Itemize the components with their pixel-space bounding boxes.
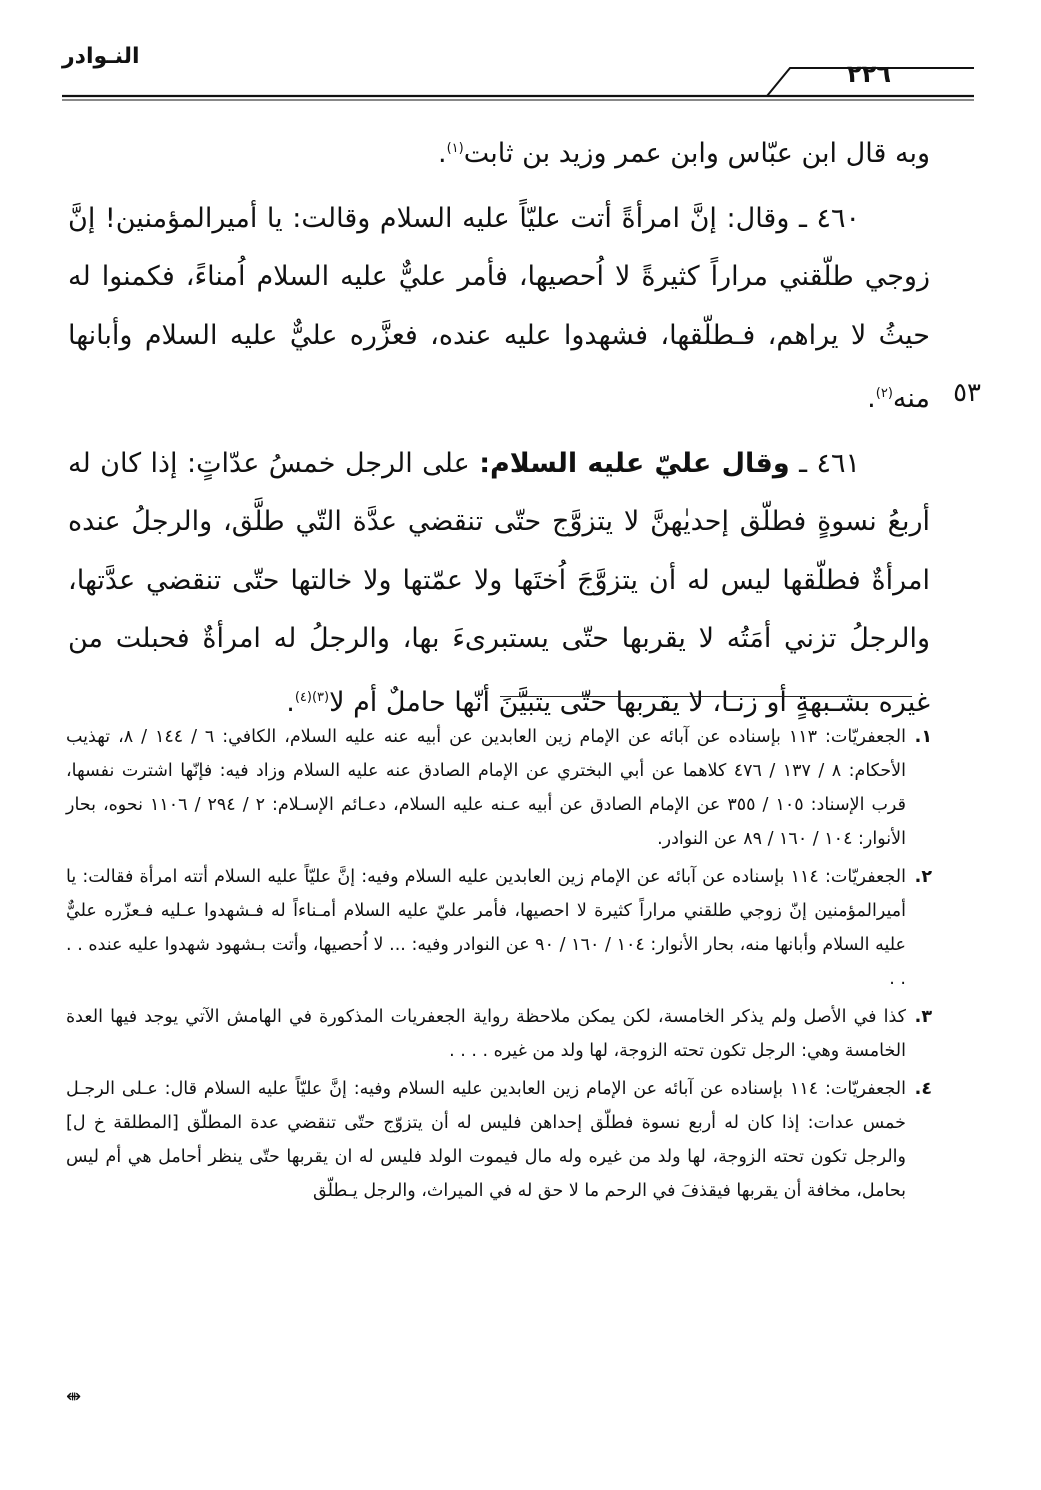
hadith-460: ٤٦٠ ـ وقال: إنَّ امرأةً أتت عليّاً عليه السلام وقالت: يا أميرالمؤمنين! إنَّ زوجي طلّقني مراراً كثيرةً لا اُحصيها، فأمر عليٌّ عليه السلام اُمناءً، فكمنوا له حيثُ لا يراهم، فـطلّقها، فشهدوا عليه عنده، فعزَّره عليٌّ عليه السلام وأبانها منه$^{(٢)}$. xyxy=(68,202,930,414)
footnote-item xyxy=(66,720,932,856)
main-text xyxy=(68,120,930,732)
intro-text: وبه قال ابن عبّاس وابن عمر وزيد بن ثابت xyxy=(463,138,930,169)
hadith-text: وقال: إنَّ امرأةً أتت عليّاً عليه السلام وقالت: يا أميرالمؤمنين! إنَّ زوجي طلّقني مراراً كثيرةً لا اُحصيها، فأمر عليٌّ عليه السلام اُمناءً، فكمنوا له حيثُ لا يراهم، فـطلّقها، فشهدوا عليه عنده، فعزَّره عليٌّ عليه السلام وأبانها منه xyxy=(68,202,930,414)
footnote-ref: (٣)(٤) xyxy=(294,689,330,705)
footnote-number: ١. xyxy=(914,727,932,747)
footnote-text: الجعفريّات: ١١٣ بإسناده عن آبائه عن الإمام زين العابدين عن أبيه عنه عليه السلام، الكافي: ٦ / ١٤٤ / ٨، تهذيب الأحكام: ٨ / ١٣٧ / ٤٧٦ كلاهما عن أبي البختري عن الإمام الصادق عنه عليه السلام وزاد فيه: فإنّها اشترت نفسها، قرب الإسناد: ١٠٥ / ٣٥٥ عن الإمام الصادق عن أبيه عـنه عليه السلام، دعـائم الإسـلام: ٢ / ٢٩٤ / ١١٠٦ نحوه، بحار الأنوار: ١٠٤ / ١٦٠ / ٨٩ عن النوادر. xyxy=(66,727,906,849)
footnote-separator xyxy=(500,696,912,697)
page-number: ٢٢٦ xyxy=(847,60,891,88)
hadith-number: ٤٦١ ـ xyxy=(799,447,860,479)
continuation-mark: ⇼ xyxy=(66,1386,82,1407)
margin-number: ٥٣ xyxy=(953,378,981,408)
hadith-461: ٤٦١ ـ وقال عليّ عليه السلام: على الرجل خمسُ عدّاتٍ: إذا كان له أربعُ نسوةٍ فطلّق إحديٰهنَّ لا يتزوَّج حتّى تنقضي عدَّة التّي طلَّق، والرجلُ عنده امرأةٌ فطلّقها ليس له أن يتزوَّجَ اُختَها ولا عمّتها ولا خالتها حتّى تنقضي عدَّتها، والرجلُ تزني أمَتُه لا يقربها حتّى يستبرىءَ بها، والرجلُ له امرأةٌ فحبلت من غيره بشـبهةٍ أو زنـا، لا يقربها حتّى يتبيَّنَ أنّها حاملٌ أم لا$^{(٣)(٤)}$. xyxy=(68,447,930,718)
header-rule xyxy=(62,66,974,102)
footnote-item xyxy=(66,860,932,996)
footnote-item xyxy=(66,1072,932,1208)
footnotes xyxy=(66,720,932,1212)
hadith-number: ٤٦٠ ـ xyxy=(798,202,860,234)
footnote-number: ٤. xyxy=(914,1079,932,1099)
footnote-ref: (١) xyxy=(446,141,464,156)
footnote-item xyxy=(66,1000,932,1068)
footnote-text: كذا في الأصل ولم يذكر الخامسة، لكن يمكن ملاحظة رواية الجعفريات المذكورة في الهامش الآتي يوجد فيها العدة الخامسة وهي: الرجل تكون تحته الزوجة، لها ولد من غيره . . . . xyxy=(66,1007,906,1061)
footnote-number: ٣. xyxy=(914,1007,932,1027)
footnote-text: الجعفريّات: ١١٤ بإسناده عن آبائه عن الإمام زين العابدين عليه السلام وفيه: إنَّ عليّاً عليه السلام قال: عـلى الرجـل خمس عدات: إذا كان له أربع نسوة فطلّق إحداهن فليس له أن يتزوّج حتّى تنقضي عدة المطلّق [المطلقة خ ل] والرجل تكون تحته الزوجة، لها ولد من غيره وله مال فيموت الولد فليس له ان يقربها حتّى ينظر أحامل هي أم ليس بحامل، مخافة أن يقربها فيقذفَ في الرحم ما لا حق له في الميراث، والرجل يـطلّق xyxy=(66,1079,906,1201)
hadith-lead: وقال عليّ عليه السلام: xyxy=(479,447,790,479)
intro-paragraph: وبه قال ابن عبّاس وابن عمر وزيد بن ثابت$^{(١)}$. xyxy=(437,138,930,169)
footnote-text: الجعفريّات: ١١٤ بإسناده عن آبائه عن الإمام زين العابدين عليه السلام وفيه: إنَّ عليّاً عليه السلام أتته امرأة فقالت: يا أميرالمؤمنين إنّ زوجي طلقني مراراً كثيرة لا احصيها، فأمر عليّ عليه السلام أمـناءاً له فـشهدوا عـليه فـعزّره عليٌّ عليه السلام وأبانها منه، بحار الأنوار: ١٠٤ / ١٦٠ / ٩٠ عن النوادر وفيه: ... لا اُحصيها، وأتت بـشهود شهدوا عليه عنده . . . . xyxy=(66,867,906,989)
footnote-number: ٢. xyxy=(914,867,932,887)
hadith-text: على الرجل خمسُ عدّاتٍ: إذا كان له أربعُ نسوةٍ فطلّق إحديٰهنَّ لا يتزوَّج حتّى تنقضي عدَّة التّي طلَّق، والرجلُ عنده امرأةٌ فطلّقها ليس له أن يتزوَّجَ اُختَها ولا عمّتها ولا خالتها حتّى تنقضي عدَّتها، والرجلُ تزني أمَتُه لا يقربها حتّى يستبرىءَ بها، والرجلُ له امرأةٌ فحبلت من غيره بشـبهةٍ أو زنـا، لا يقربها حتّى يتبيَّنَ أنّها حاملٌ أم لا xyxy=(68,447,930,718)
running-header-title: النـوادر xyxy=(62,44,140,69)
footnote-ref: (٢) xyxy=(875,386,893,401)
